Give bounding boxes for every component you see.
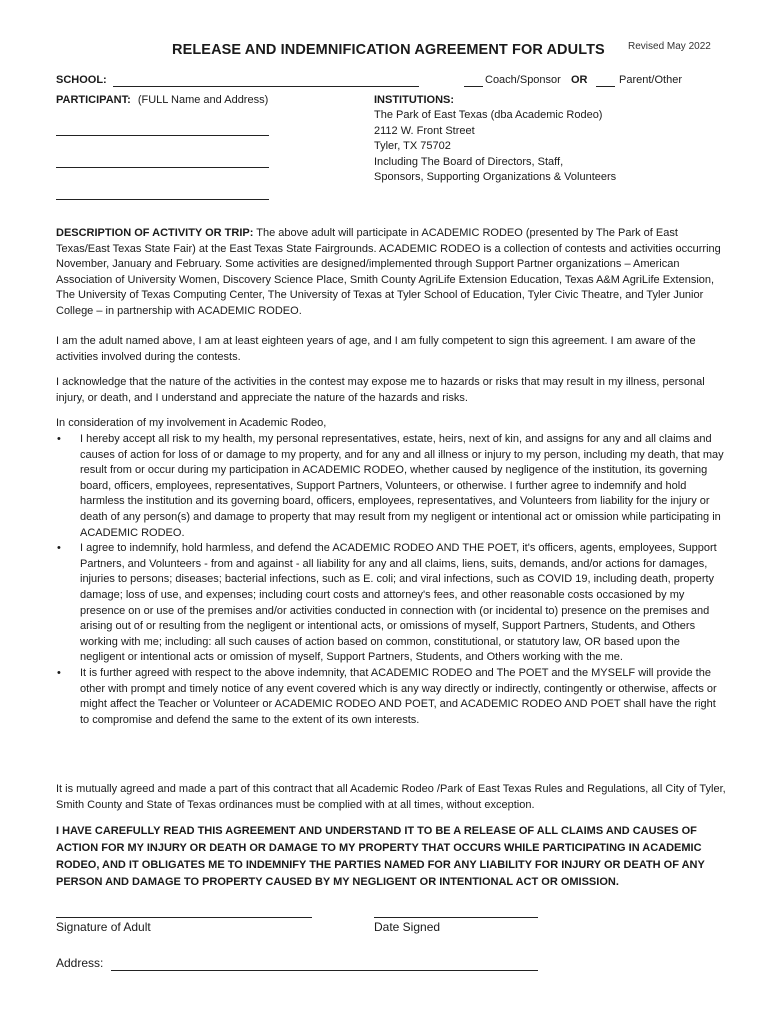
- institution-line: 2112 W. Front Street: [374, 124, 475, 137]
- institution-line: Including The Board of Directors, Staff,: [374, 155, 564, 168]
- institutions-block: [374, 108, 616, 186]
- revision-date: Revised May 2022: [628, 41, 711, 52]
- list-item-text: I hereby accept all risk to my health, my personal representatives, estate, heirs, next of kin, and assigns for any and all claims and causes of action for loss of or damage to my property, and for any and all illness or injury to my person, including my death, that may result from or occur during my participation in ACADEMIC RODEO, whether caused by negligence of the institution, its governing board, officers, employees, representatives, Support Partners, Volunteers, or otherwise. I further agree to indemnify and hold harmless the institution and its governing board, officers, employees, representatives, and Volunteers from liability for the injury or death of any person(s) and damage to property that may result from my negligent or intentional act or omission while participating in ACADEMIC RODEO.: [80, 433, 724, 539]
- participant-address-field-1[interactable]: [56, 167, 269, 168]
- signature-label: Signature of Adult: [56, 920, 151, 934]
- address-field[interactable]: [111, 970, 538, 971]
- coach-checkbox[interactable]: [464, 86, 483, 87]
- school-field[interactable]: [113, 86, 419, 87]
- risk-acknowledgment: I acknowledge that the nature of the activities in the contest may expose me to hazards or risks that may result in my illness, personal injury, or death, and I understand and appreciate the nature of the hazards and risks.: [56, 376, 705, 404]
- institution-line: The Park of East Texas (dba Academic Rodeo): [374, 109, 603, 121]
- institutions-label: INSTITUTIONS:: [374, 94, 455, 106]
- consideration-statement: In consideration of my involvement in Academic Rodeo,: [56, 417, 327, 429]
- participant-hint: (FULL Name and Address): [137, 94, 269, 106]
- address-label: Address:: [56, 956, 104, 970]
- coach-option-label: Coach/Sponsor: [485, 74, 561, 86]
- institution-line: Tyler, TX 75702: [374, 140, 451, 153]
- document-title: RELEASE AND INDEMNIFICATION AGREEMENT FOR ADULTS: [172, 42, 605, 58]
- institution-line: Sponsors, Supporting Organizations & Volunteers: [374, 171, 617, 184]
- or-label: OR: [571, 74, 588, 86]
- bullet-marker: •: [57, 666, 61, 679]
- date-signed-label: Date Signed: [374, 920, 441, 934]
- mutual-agreement: It is mutually agreed and made a part of this contract that all Academic Rodeo /Park of East Texas Rules and Regulations, all City of Tyler, Smith County and State of Texas ordinances must be complied with at all times, without exception.: [56, 783, 726, 811]
- age-statement: I am the adult named above, I am at least eighteen years of age, and I am fully competent to sign this agreement. I am aware of the activities involved during the contests.: [56, 335, 696, 363]
- participant-address-field-2[interactable]: [56, 199, 269, 200]
- list-item: [56, 666, 726, 728]
- parent-checkbox[interactable]: [596, 86, 615, 87]
- description-text: The above adult will participate in ACADEMIC RODEO (presented by The Park of East Texas/East Texas State Fair) at the East Texas State Fairgrounds. ACADEMIC RODEO is a collection of contests and activities occurring November, January and February. Some activities are designed/implemented through Support Partner organizations – American Association of University Women, Discovery Science Place, Smith County AgriLife Extension Education, Texas A&M AgriLife Extension, The University of Texas Computing Center, The University of Texas at Tyler School of Education, Tyler Civic Theatre, and Tyler Junior College – in partnership with ACADEMIC RODEO.: [56, 227, 721, 317]
- participant-name-field[interactable]: [56, 135, 269, 136]
- list-item-text: It is further agreed with respect to the above indemnity, that ACADEMIC RODEO and The POET and the MYSELF will provide the other with prompt and timely notice of any event covered which is any way directly or indirectly, contingently or otherwise, affects or might affect the Teacher or Volunteer or ACADEMIC RODEO AND POET, and ACADEMIC RODEO AND POET shall have the right to compromise and defend the same to the extent of its own interests.: [80, 666, 717, 726]
- bullet-marker: •: [57, 433, 61, 445]
- list-item: [56, 541, 726, 666]
- list-item: [56, 432, 726, 541]
- list-item-text: I agree to indemnify, hold harmless, and defend the ACADEMIC RODEO AND THE POET, it's officers, agents, employees, Support Partners, and Volunteers - from and against - all liability for any and all claims, liens, suits, demands, and/or actions for damages, injuries to persons; diseases; bacterial infections, such as E. coli; and viral infections, such as COVID 19, including death, property damage; loss of use, and expenses; including court costs and attorney's fees, and other reasonable costs occasioned by my presence on or use of the premises and/or activities conducted in connection with (or incidental to) presence on the premises and arising out of or resulting from the negligent or intentional acts, or omissions of myself, Support Partners, Students, and Others working with me; including: all such causes of action based on common, constitutional, or statutory law, OR based upon the negligent or intentional acts or omission of myself, Support Partners, Students, and Others working with the me.: [80, 542, 717, 664]
- terms-list: [56, 432, 726, 728]
- participant-label: PARTICIPANT:: [56, 94, 131, 106]
- signature-field[interactable]: [56, 917, 312, 918]
- participant-heading: [56, 94, 268, 106]
- acknowledgment-caps: I HAVE CAREFULLY READ THIS AGREEMENT AND UNDERSTAND IT TO BE A RELEASE OF ALL CLAIMS AND CAUSES OF ACTION FOR MY INJURY OR DEATH OR DAMAGE TO MY PROPERTY THAT OCCURS WHILE PARTICIPATING IN ACADEMIC RODEO, AND IT OBLIGATES ME TO INDEMNIFY THE PARTIES NAMED FOR ANY LIABILITY FOR INJURY OR DEATH OF ANY PERSON AND DAMAGE TO PROPERTY CAUSED BY MY NEGLIGENT OR INTENTIONAL ACT OR OMISSION.: [56, 825, 705, 888]
- school-label: SCHOOL:: [56, 74, 107, 86]
- bullet-marker: •: [57, 542, 61, 555]
- description-heading: DESCRIPTION OF ACTIVITY OR TRIP:: [56, 227, 254, 239]
- date-signed-field[interactable]: [374, 917, 538, 918]
- parent-option-label: Parent/Other: [619, 74, 682, 86]
- activity-description: [56, 226, 726, 320]
